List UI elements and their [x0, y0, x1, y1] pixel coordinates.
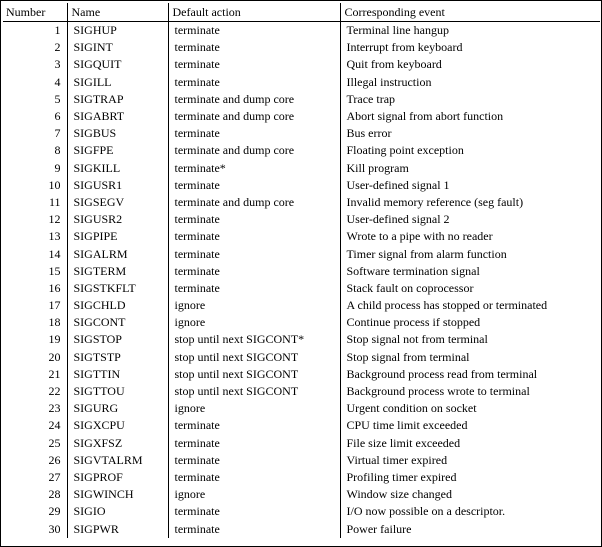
cell-name: SIGABRT [67, 108, 168, 125]
cell-default-action: terminate [168, 211, 340, 228]
cell-number: 4 [54, 74, 61, 89]
cell-number: 27 [48, 469, 61, 484]
cell-corresponding-event: Background process wrote to terminal [340, 383, 600, 400]
cell-number: 2 [54, 40, 61, 55]
table-row [3, 228, 600, 245]
cell-corresponding-event: A child process has stopped or terminated [340, 297, 600, 314]
cell-corresponding-event: Bus error [340, 125, 600, 142]
cell-name: SIGTSTP [67, 349, 168, 366]
header-row [3, 3, 600, 22]
cell-default-action: terminate [168, 125, 340, 142]
cell-number: 8 [54, 143, 61, 158]
cell-default-action: stop until next SIGCONT [168, 349, 340, 366]
cell-default-action: terminate and dump core [168, 142, 340, 159]
header-number: Number [3, 3, 67, 22]
cell-corresponding-event: I/O now possible on a descriptor. [340, 503, 600, 520]
table-row [3, 39, 600, 56]
table-row [3, 280, 600, 297]
cell-name: SIGSTOP [67, 331, 168, 348]
cell-number: 10 [48, 177, 61, 192]
table-row [3, 125, 600, 142]
cell-corresponding-event: Wrote to a pipe with no reader [340, 228, 600, 245]
cell-number: 22 [48, 384, 61, 399]
cell-name: SIGALRM [67, 245, 168, 262]
table-row [3, 383, 600, 400]
cell-default-action: ignore [168, 314, 340, 331]
cell-number: 28 [48, 487, 61, 502]
cell-default-action: terminate and dump core [168, 194, 340, 211]
cell-default-action: terminate [168, 245, 340, 262]
cell-corresponding-event: Software termination signal [340, 263, 600, 280]
cell-corresponding-event: Kill program [340, 160, 600, 177]
table-row [3, 435, 600, 452]
table-row [3, 245, 600, 262]
cell-corresponding-event: Window size changed [340, 486, 600, 503]
header-default-action: Default action [168, 3, 340, 22]
cell-number: 26 [48, 452, 61, 467]
cell-number: 20 [48, 349, 61, 364]
cell-default-action: terminate [168, 503, 340, 520]
cell-name: SIGCONT [67, 314, 168, 331]
cell-default-action: terminate and dump core [168, 91, 340, 108]
cell-name: SIGIO [67, 503, 168, 520]
cell-default-action: terminate [168, 56, 340, 73]
table-body [3, 22, 600, 538]
cell-default-action: terminate [168, 39, 340, 56]
cell-number: 23 [48, 401, 61, 416]
table-row [3, 452, 600, 469]
cell-corresponding-event: Virtual timer expired [340, 452, 600, 469]
cell-number: 12 [48, 212, 61, 227]
table-row [3, 142, 600, 159]
table-row [3, 331, 600, 348]
cell-corresponding-event: Stop signal from terminal [340, 349, 600, 366]
cell-name: SIGUSR2 [67, 211, 168, 228]
cell-corresponding-event: CPU time limit exceeded [340, 417, 600, 434]
cell-default-action: terminate and dump core [168, 108, 340, 125]
cell-corresponding-event: User-defined signal 1 [340, 177, 600, 194]
cell-name: SIGILL [67, 74, 168, 91]
cell-name: SIGTTOU [67, 383, 168, 400]
cell-corresponding-event: Floating point exception [340, 142, 600, 159]
table-row [3, 91, 600, 108]
cell-default-action: terminate [168, 263, 340, 280]
table-row [3, 417, 600, 434]
cell-default-action: terminate* [168, 160, 340, 177]
cell-corresponding-event: Illegal instruction [340, 74, 600, 91]
cell-number: 3 [54, 57, 61, 72]
cell-corresponding-event: Interrupt from keyboard [340, 39, 600, 56]
cell-default-action: terminate [168, 469, 340, 486]
cell-number: 7 [54, 126, 61, 141]
table-row [3, 22, 600, 40]
table-row [3, 56, 600, 73]
cell-name: SIGCHLD [67, 297, 168, 314]
cell-number: 6 [54, 109, 61, 124]
cell-number: 9 [54, 160, 61, 175]
header-corresponding-event: Corresponding event [340, 3, 600, 22]
cell-number: 1 [54, 23, 61, 38]
cell-corresponding-event: Power failure [340, 520, 600, 537]
cell-number: 18 [48, 315, 61, 330]
cell-default-action: terminate [168, 280, 340, 297]
cell-name: SIGINT [67, 39, 168, 56]
table-row [3, 520, 600, 537]
cell-name: SIGPWR [67, 520, 168, 537]
cell-name: SIGXCPU [67, 417, 168, 434]
cell-name: SIGXFSZ [67, 435, 168, 452]
table-row [3, 469, 600, 486]
cell-default-action: terminate [168, 520, 340, 537]
cell-name: SIGSTKFLT [67, 280, 168, 297]
cell-corresponding-event: Stack fault on coprocessor [340, 280, 600, 297]
cell-number: 14 [48, 246, 61, 261]
table-row [3, 297, 600, 314]
cell-name: SIGHUP [67, 22, 168, 40]
cell-name: SIGTERM [67, 263, 168, 280]
cell-name: SIGFPE [67, 142, 168, 159]
table-row [3, 263, 600, 280]
cell-number: 13 [48, 229, 61, 244]
cell-name: SIGPROF [67, 469, 168, 486]
cell-corresponding-event: Terminal line hangup [340, 22, 600, 40]
cell-name: SIGKILL [67, 160, 168, 177]
header-name: Name [67, 3, 168, 22]
cell-default-action: terminate [168, 452, 340, 469]
cell-number: 21 [48, 366, 61, 381]
cell-default-action: stop until next SIGCONT [168, 366, 340, 383]
cell-name: SIGVTALRM [67, 452, 168, 469]
cell-name: SIGTTIN [67, 366, 168, 383]
cell-default-action: terminate [168, 177, 340, 194]
table-row [3, 503, 600, 520]
cell-default-action: ignore [168, 400, 340, 417]
cell-corresponding-event: Abort signal from abort function [340, 108, 600, 125]
cell-name: SIGWINCH [67, 486, 168, 503]
table-row [3, 211, 600, 228]
cell-default-action: terminate [168, 22, 340, 40]
cell-number: 15 [48, 263, 61, 278]
table-row [3, 194, 600, 211]
cell-number: 29 [48, 504, 61, 519]
table-row [3, 108, 600, 125]
cell-corresponding-event: Stop signal not from terminal [340, 331, 600, 348]
cell-corresponding-event: File size limit exceeded [340, 435, 600, 452]
table-row [3, 177, 600, 194]
cell-number: 5 [54, 91, 61, 106]
cell-number: 11 [48, 194, 61, 209]
table-row [3, 74, 600, 91]
cell-number: 19 [48, 332, 61, 347]
cell-name: SIGQUIT [67, 56, 168, 73]
cell-number: 24 [48, 418, 61, 433]
cell-name: SIGTRAP [67, 91, 168, 108]
cell-name: SIGURG [67, 400, 168, 417]
table-row [3, 160, 600, 177]
cell-corresponding-event: Continue process if stopped [340, 314, 600, 331]
cell-name: SIGUSR1 [67, 177, 168, 194]
cell-default-action: stop until next SIGCONT [168, 383, 340, 400]
table-row [3, 314, 600, 331]
cell-corresponding-event: Quit from keyboard [340, 56, 600, 73]
table-row [3, 349, 600, 366]
cell-name: SIGBUS [67, 125, 168, 142]
cell-default-action: terminate [168, 417, 340, 434]
cell-default-action: terminate [168, 74, 340, 91]
cell-default-action: stop until next SIGCONT* [168, 331, 340, 348]
cell-corresponding-event: Urgent condition on socket [340, 400, 600, 417]
table-row [3, 366, 600, 383]
cell-number: 25 [48, 435, 61, 450]
cell-default-action: ignore [168, 297, 340, 314]
cell-corresponding-event: Background process read from terminal [340, 366, 600, 383]
cell-corresponding-event: Profiling timer expired [340, 469, 600, 486]
cell-default-action: ignore [168, 486, 340, 503]
cell-default-action: terminate [168, 435, 340, 452]
cell-corresponding-event: Invalid memory reference (seg fault) [340, 194, 600, 211]
table-row [3, 486, 600, 503]
cell-corresponding-event: Trace trap [340, 91, 600, 108]
cell-name: SIGPIPE [67, 228, 168, 245]
cell-number: 16 [48, 280, 61, 295]
cell-name: SIGSEGV [67, 194, 168, 211]
table-row [3, 400, 600, 417]
cell-default-action: terminate [168, 228, 340, 245]
cell-number: 30 [48, 521, 61, 536]
cell-number: 17 [48, 298, 61, 313]
cell-corresponding-event: Timer signal from alarm function [340, 245, 600, 262]
cell-corresponding-event: User-defined signal 2 [340, 211, 600, 228]
signal-table [3, 3, 600, 538]
